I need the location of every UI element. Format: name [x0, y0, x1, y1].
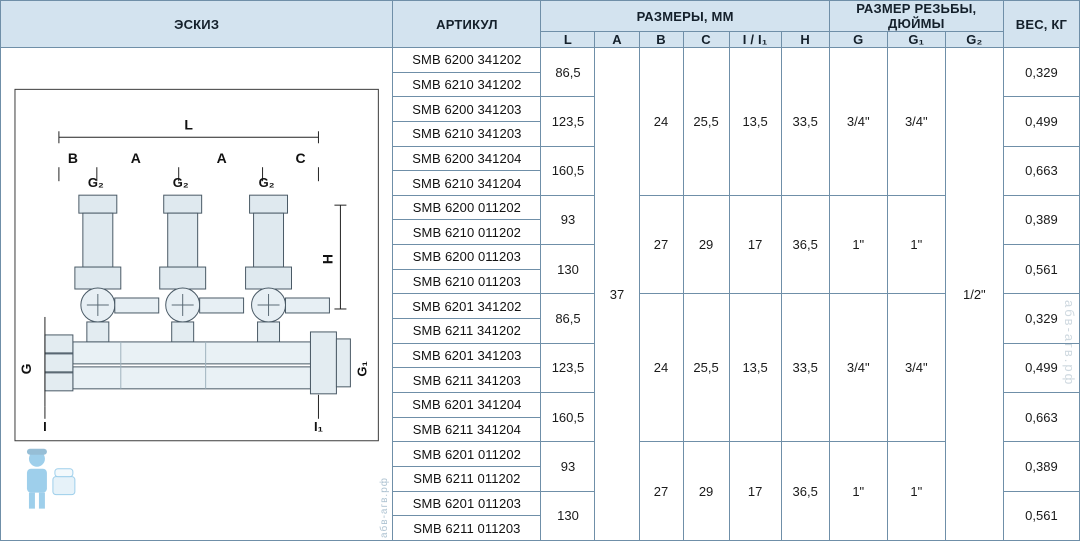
article-cell: SMB 6211 341203	[393, 368, 541, 393]
article-cell: SMB 6210 011203	[393, 269, 541, 294]
watermark-sketch: абв-агв.рф	[379, 476, 391, 538]
L-cell: 130	[541, 491, 595, 540]
table-row	[1, 48, 1080, 73]
header-B: B	[639, 32, 683, 48]
article-cell: SMB 6210 341202	[393, 72, 541, 97]
I-cell: 17	[729, 195, 781, 294]
watermark-right: абв-агв.рф	[1062, 300, 1077, 387]
article-cell: SMB 6211 011202	[393, 466, 541, 491]
G-cell: 1"	[829, 195, 887, 294]
svg-text:B: B	[67, 150, 78, 167]
I-cell: 17	[729, 442, 781, 541]
L-cell: 93	[541, 195, 595, 244]
weight-cell: 0,663	[1003, 146, 1079, 195]
H-cell: 36,5	[781, 442, 829, 541]
I-cell: 13,5	[729, 294, 781, 442]
article-cell: SMB 6201 341202	[393, 294, 541, 319]
L-cell: 123,5	[541, 343, 595, 392]
sketch-wrapper	[1, 48, 392, 540]
G1-cell: 1"	[887, 195, 945, 294]
weight-cell: 0,561	[1003, 245, 1079, 294]
article-cell: SMB 6201 341203	[393, 343, 541, 368]
article-cell: SMB 6201 341204	[393, 392, 541, 417]
header-dimensions-group: РАЗМЕРЫ, ММ	[541, 1, 829, 32]
svg-text:G₁: G₁	[354, 361, 370, 377]
article-cell: SMB 6210 341204	[393, 171, 541, 196]
header-I-I1: I / I₁	[729, 32, 781, 48]
weight-cell: 0,329	[1003, 294, 1079, 343]
B-cell: 24	[639, 48, 683, 196]
svg-text:A: A	[216, 150, 227, 167]
C-cell: 25,5	[683, 48, 729, 196]
L-cell: 130	[541, 245, 595, 294]
article-cell: SMB 6200 011202	[393, 195, 541, 220]
weight-cell: 0,663	[1003, 392, 1079, 441]
A-cell: 37	[595, 48, 639, 541]
svg-text:H: H	[319, 254, 336, 265]
header-weight: ВЕС, КГ	[1003, 1, 1079, 48]
svg-text:L: L	[184, 116, 193, 133]
article-cell: SMB 6200 341202	[393, 48, 541, 73]
article-cell: SMB 6211 011203	[393, 516, 541, 541]
L-cell: 160,5	[541, 146, 595, 195]
svg-text:I₁: I₁	[313, 418, 323, 434]
weight-cell: 0,561	[1003, 491, 1079, 540]
header-row-1	[1, 1, 1080, 32]
svg-text:G₂: G₂	[87, 175, 104, 191]
B-cell: 24	[639, 294, 683, 442]
G1-cell: 1"	[887, 442, 945, 541]
C-cell: 25,5	[683, 294, 729, 442]
G-cell: 3/4"	[829, 48, 887, 196]
header-C: C	[683, 32, 729, 48]
article-cell: SMB 6211 341204	[393, 417, 541, 442]
weight-cell: 0,389	[1003, 442, 1079, 491]
L-cell: 93	[541, 442, 595, 491]
header-G2: G₂	[945, 32, 1003, 48]
header-thread-group: РАЗМЕР РЕЗЬБЫ, ДЮЙМЫ	[829, 1, 1003, 32]
B-cell: 27	[639, 195, 683, 294]
G1-cell: 3/4"	[887, 294, 945, 442]
svg-text:A: A	[130, 150, 141, 167]
svg-text:G₂: G₂	[172, 175, 189, 191]
article-cell: SMB 6200 011203	[393, 245, 541, 270]
article-cell: SMB 6210 011202	[393, 220, 541, 245]
L-cell: 86,5	[541, 294, 595, 343]
svg-text:C: C	[295, 150, 306, 167]
svg-text:G: G	[17, 363, 34, 375]
header-L: L	[541, 32, 595, 48]
weight-cell: 0,499	[1003, 343, 1079, 392]
H-cell: 36,5	[781, 195, 829, 294]
C-cell: 29	[683, 195, 729, 294]
article-cell: SMB 6201 011203	[393, 491, 541, 516]
header-sketch: ЭСКИЗ	[1, 1, 393, 48]
table-header	[1, 1, 1080, 48]
G-cell: 3/4"	[829, 294, 887, 442]
G1-cell: 3/4"	[887, 48, 945, 196]
C-cell: 29	[683, 442, 729, 541]
G2-cell: 1/2"	[945, 48, 1003, 541]
header-A: A	[595, 32, 639, 48]
header-G: G	[829, 32, 887, 48]
weight-cell: 0,499	[1003, 97, 1079, 146]
svg-text:G₂: G₂	[258, 175, 275, 191]
H-cell: 33,5	[781, 48, 829, 196]
header-G1: G₁	[887, 32, 945, 48]
H-cell: 33,5	[781, 294, 829, 442]
G-cell: 1"	[829, 442, 887, 541]
header-H: H	[781, 32, 829, 48]
L-cell: 160,5	[541, 392, 595, 441]
svg-text:I: I	[43, 418, 47, 434]
B-cell: 27	[639, 442, 683, 541]
weight-cell: 0,329	[1003, 48, 1079, 97]
article-cell: SMB 6201 011202	[393, 442, 541, 467]
L-cell: 86,5	[541, 48, 595, 97]
article-cell: SMB 6200 341203	[393, 97, 541, 122]
article-cell: SMB 6210 341203	[393, 121, 541, 146]
manifold-technical-drawing	[1, 48, 392, 540]
article-cell: SMB 6200 341204	[393, 146, 541, 171]
I-cell: 13,5	[729, 48, 781, 196]
table-body	[1, 48, 1080, 541]
article-cell: SMB 6211 341202	[393, 319, 541, 344]
L-cell: 123,5	[541, 97, 595, 146]
header-article: АРТИКУЛ	[393, 1, 541, 48]
sketch-drawing-cell	[1, 48, 393, 541]
plumber-watermark-icon	[27, 449, 75, 509]
weight-cell: 0,389	[1003, 195, 1079, 244]
